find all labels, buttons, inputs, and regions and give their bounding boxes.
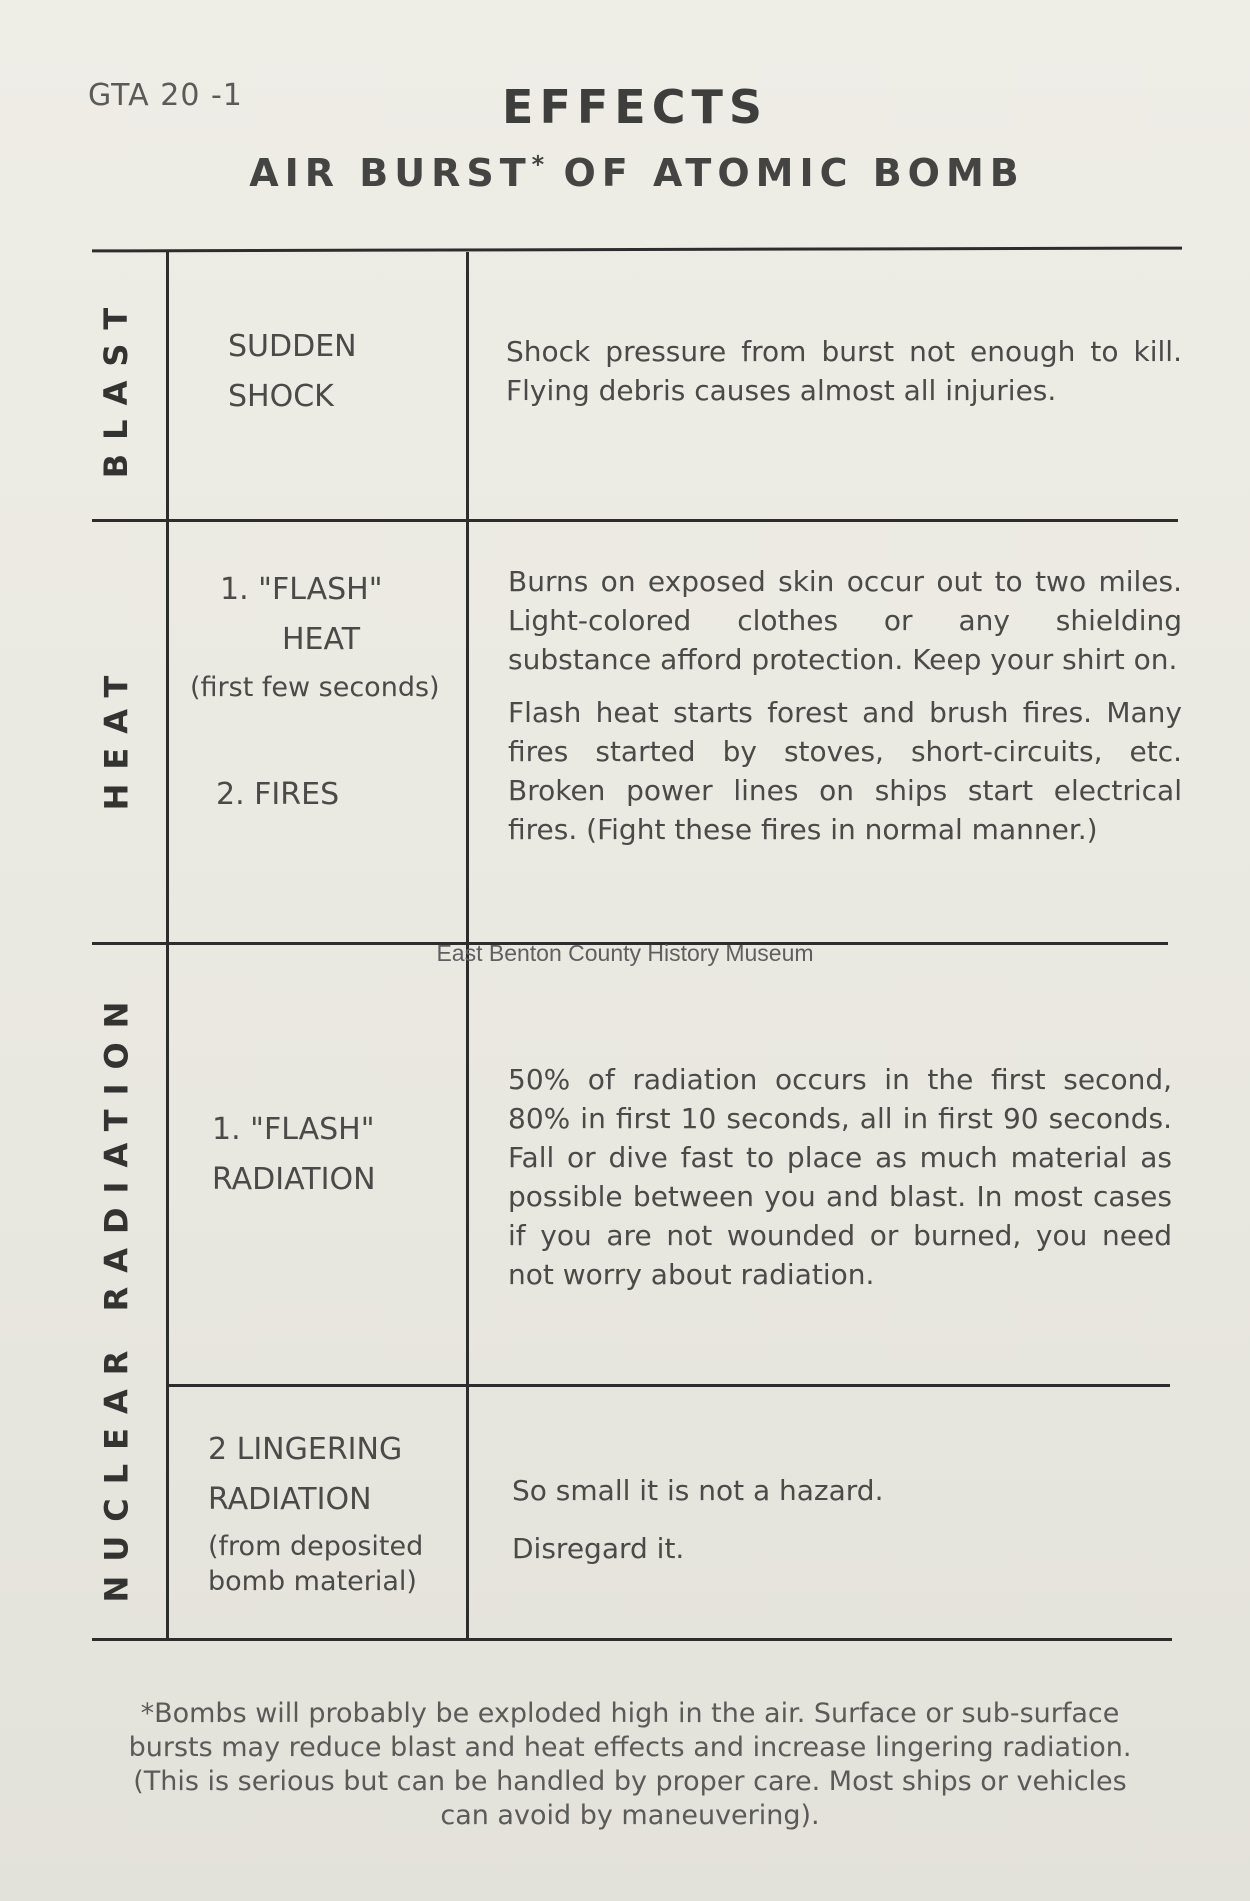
heat-fires-description: Flash heat starts forest and brush fires. Many fires started by stoves, short-circuits, etc. Broken power lines on ships start electrical fires. (Fight these fires in normal manner.) — [508, 696, 1182, 846]
heat-flash-line2: HEAT — [282, 622, 361, 657]
blast-effect-line2: SHOCK — [228, 379, 334, 414]
radiation-lingering-line1: 2 LINGERING — [208, 1432, 403, 1467]
blast-description — [506, 332, 1182, 410]
category-blast-label: BLAST — [97, 293, 136, 478]
blast-description-text: Shock pressure from burst not enough to kill. Flying debris causes almost all injuries. — [506, 335, 1182, 407]
title-text: EFFECTS — [502, 80, 768, 134]
radiation-lingering-note1: (from deposited — [208, 1531, 424, 1562]
heat-fires-effect — [216, 770, 339, 820]
heat-description — [508, 562, 1182, 849]
category-radiation-label: NUCLEAR RADIATION — [97, 987, 136, 1603]
row-divider-radiation-sub — [168, 1384, 1170, 1387]
category-heat-label: HEAT — [97, 661, 135, 811]
subtitle-post: OF ATOMIC BOMB — [544, 150, 1025, 195]
row-divider-blast-heat — [92, 519, 1178, 522]
page-subtitle — [0, 150, 1250, 195]
subtitle-pre: AIR BURST — [249, 150, 532, 195]
heat-fires-label: 2. FIRES — [216, 777, 340, 812]
category-nuclear-radiation — [86, 987, 146, 1603]
heat-flash-line1: 1. "FLASH" — [220, 572, 383, 607]
radiation-flash-line1: 1. "FLASH" — [212, 1112, 375, 1147]
form-id: GTA 20 -1 — [88, 78, 243, 113]
radiation-lingering-line2: RADIATION — [208, 1482, 372, 1517]
heat-flash-effect — [190, 565, 460, 711]
radiation-flash-description — [508, 1060, 1172, 1294]
radiation-flash-line2: RADIATION — [212, 1162, 376, 1197]
page-title — [0, 80, 1250, 134]
heat-flash-note: (first few seconds) — [190, 672, 440, 703]
blast-effect-line1: SUDDEN — [228, 329, 357, 364]
category-blast — [86, 252, 146, 519]
footnote: *Bombs will probably be exploded high in the air. Surface or sub-surface bursts may reduce blast and heat effects and increase lingering radiation. (This is serious but can be handled by proper care. Most ships or vehicles can avoid by maneuvering). — [128, 1698, 1132, 1831]
radiation-flash-description-text: 50% of radiation occurs in the first second, 80% in first 10 seconds, all in first 90 seconds. Fall or dive fast to place as much material as possible between you and blast. In most cases if you are not wounded or burned, you need not worry about radiation. — [508, 1063, 1172, 1291]
watermark: East Benton County History Museum — [436, 940, 814, 966]
subtitle-text — [249, 151, 1025, 195]
table-top-rule — [92, 247, 1182, 253]
radiation-lingering-note2: bomb material) — [208, 1566, 417, 1597]
category-heat — [86, 636, 146, 836]
radiation-lingering-desc2: Disregard it. — [512, 1532, 685, 1565]
radiation-flash-effect — [212, 1105, 376, 1205]
radiation-lingering-effect — [208, 1425, 423, 1599]
table-bottom-rule — [92, 1638, 1172, 1641]
footnote-mark: * — [531, 150, 545, 178]
blast-effect — [228, 322, 357, 422]
radiation-lingering-desc1: So small it is not a hazard. — [512, 1474, 884, 1507]
radiation-lingering-description — [512, 1462, 1112, 1578]
heat-flash-description: Burns on exposed skin occur out to two miles. Light-colored clothes or any shielding substance afford protection. Keep your shirt on. — [508, 565, 1182, 676]
